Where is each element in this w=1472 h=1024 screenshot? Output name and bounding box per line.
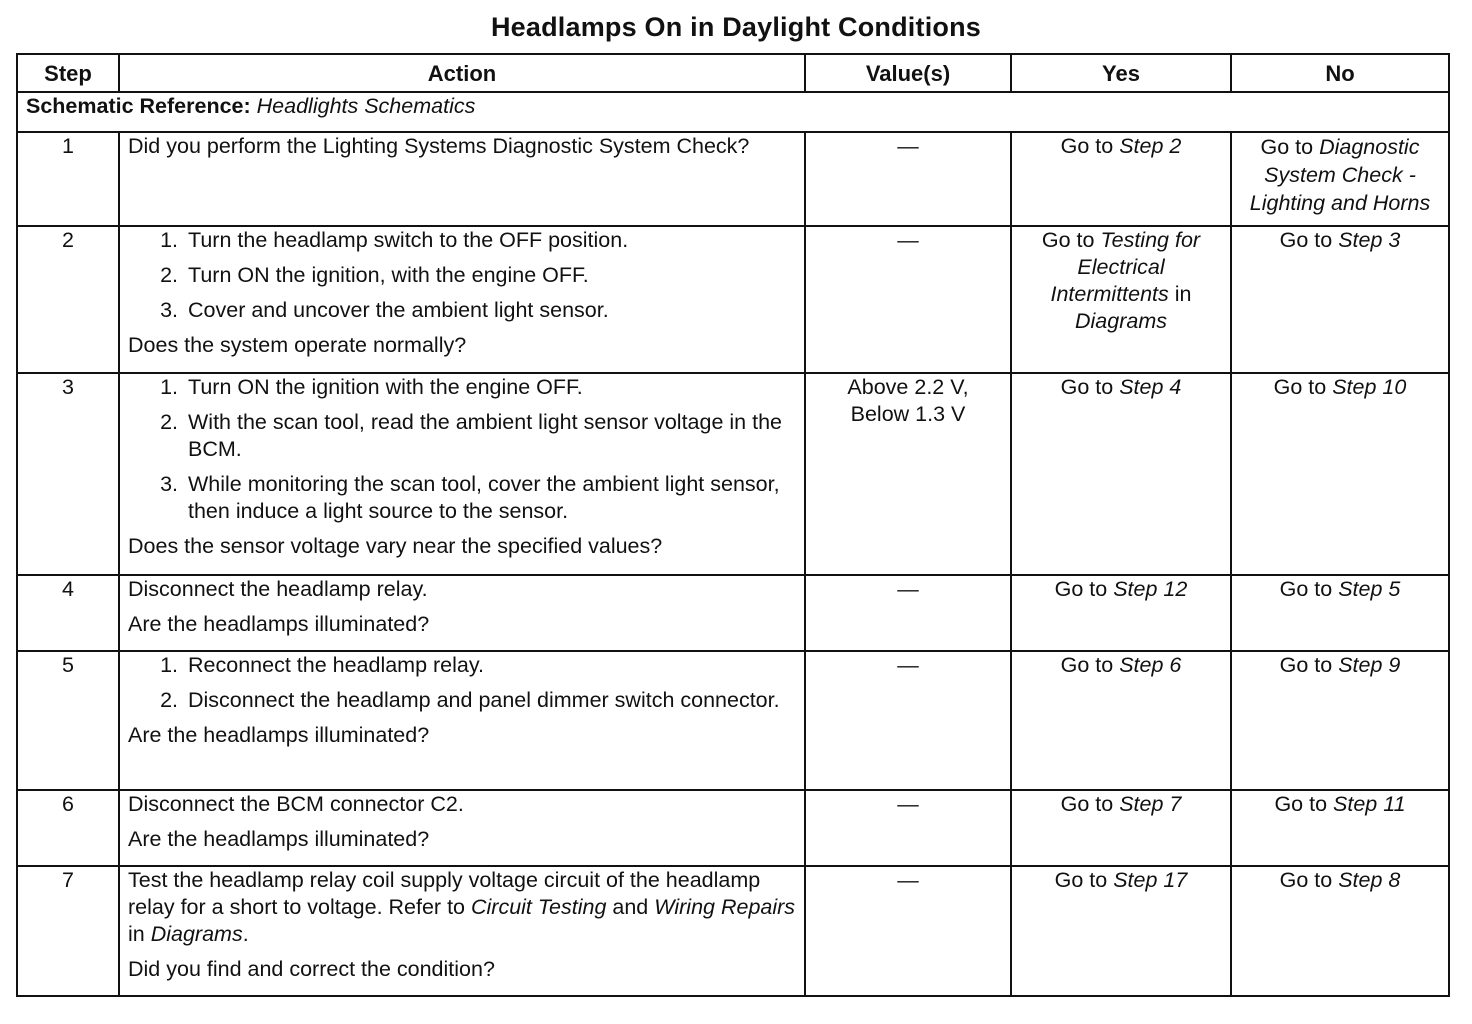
yes-prefix: Go to: [1054, 868, 1114, 892]
no-prefix: Go to: [1273, 375, 1333, 399]
no-cell: [1231, 132, 1449, 226]
action-text-part: Test the headlamp relay coil supply voltage circuit of the headlamp relay for a short to voltage. Refer to: [128, 868, 761, 919]
no-cell: [1231, 226, 1449, 373]
value-cell: —: [805, 651, 1011, 790]
header-action: Action: [119, 54, 805, 92]
action-text: Disconnect the BCM connector C2.: [128, 792, 464, 816]
yes-prefix: Go to: [1060, 134, 1120, 158]
value-cell: —: [805, 226, 1011, 373]
table-row: [17, 132, 1449, 226]
action-text: Disconnect the headlamp relay.: [128, 577, 428, 601]
value-cell: [805, 373, 1011, 575]
no-prefix: Go to: [1279, 577, 1339, 601]
action-cell: [119, 132, 805, 226]
list-item: 2. Turn ON the ignition, with the engine OFF.: [184, 262, 796, 289]
table-row: [17, 866, 1449, 996]
yes-cell: [1011, 651, 1231, 790]
step-number: 2: [17, 226, 119, 373]
list-item: 1. Turn the headlamp switch to the OFF position.: [184, 227, 796, 254]
no-cell: [1231, 651, 1449, 790]
step-number: 6: [17, 790, 119, 866]
no-cell: [1231, 790, 1449, 866]
yes-prefix: Go to: [1054, 577, 1114, 601]
action-question: Does the system operate normally?: [128, 333, 467, 357]
no-prefix: Go to: [1279, 228, 1339, 252]
value-cell: —: [805, 132, 1011, 226]
diagrams-ref: Diagrams: [150, 922, 243, 946]
no-link: Step 5: [1338, 577, 1401, 601]
no-prefix: Go to: [1279, 868, 1339, 892]
action-question: Did you find and correct the condition?: [128, 957, 495, 981]
action-steps: [128, 374, 796, 525]
list-item: 3. While monitoring the scan tool, cover the ambient light sensor, then induce a light source to the sensor.: [184, 471, 796, 525]
action-steps: [128, 227, 796, 324]
yes-cell: [1011, 226, 1231, 373]
schematic-ref: Headlights Schematics: [256, 94, 476, 118]
yes-cell: [1011, 373, 1231, 575]
action-cell: [119, 790, 805, 866]
action-cell: [119, 226, 805, 373]
header-yes: Yes: [1011, 54, 1231, 92]
no-prefix: Go to: [1279, 653, 1339, 677]
no-link: Diagnostic System Check - Lighting and Horns: [1249, 135, 1431, 215]
yes-link: Step 2: [1119, 134, 1182, 158]
list-item: 2. With the scan tool, read the ambient light sensor voltage in the BCM.: [184, 409, 796, 463]
table-row: [17, 575, 1449, 651]
no-prefix: Go to: [1274, 792, 1334, 816]
no-link: Step 11: [1333, 792, 1406, 816]
yes-mid: in: [1168, 282, 1192, 306]
step-number: 7: [17, 866, 119, 996]
step-number: 1: [17, 132, 119, 226]
table-row: [17, 373, 1449, 575]
no-cell: [1231, 373, 1449, 575]
yes-prefix: Go to: [1060, 792, 1120, 816]
list-item: 1. Reconnect the headlamp relay.: [184, 652, 796, 679]
action-text: Did you perform the Lighting Systems Diagnostic System Check?: [128, 134, 750, 158]
table-row: [17, 651, 1449, 790]
step-number: 5: [17, 651, 119, 790]
schematic-reference: [17, 92, 1449, 132]
yes-link: Step 12: [1113, 577, 1188, 601]
action-cell: [119, 373, 805, 575]
value-cell: —: [805, 866, 1011, 996]
no-cell: [1231, 866, 1449, 996]
yes-cell: [1011, 790, 1231, 866]
value-text: Above 2.2 V, Below 1.3 V: [847, 375, 969, 426]
no-link: Step 3: [1338, 228, 1401, 252]
no-link: Step 10: [1332, 375, 1407, 399]
header-values: Value(s): [805, 54, 1011, 92]
list-item: 3. Cover and uncover the ambient light sensor.: [184, 297, 796, 324]
action-steps: [128, 652, 796, 714]
action-question: Are the headlamps illuminated?: [128, 723, 430, 747]
yes-cell: [1011, 575, 1231, 651]
yes-link: Step 7: [1119, 792, 1182, 816]
action-text-part: in: [128, 922, 151, 946]
action-text-part: and: [606, 895, 655, 919]
no-link: Step 9: [1338, 653, 1401, 677]
action-cell: [119, 866, 805, 996]
no-link: Step 8: [1338, 868, 1401, 892]
action-question: Does the sensor voltage vary near the specified values?: [128, 534, 663, 558]
action-question: Are the headlamps illuminated?: [128, 612, 430, 636]
action-cell: [119, 575, 805, 651]
yes-prefix: Go to: [1041, 228, 1101, 252]
yes-link-2: Diagrams: [1075, 309, 1167, 333]
header-no: No: [1231, 54, 1449, 92]
value-cell: —: [805, 790, 1011, 866]
table-row: [17, 226, 1449, 373]
action-text-part: .: [242, 922, 249, 946]
step-number: 4: [17, 575, 119, 651]
action-text: [128, 867, 796, 948]
wiring-repairs-ref: Wiring Repairs: [654, 895, 796, 919]
yes-link: Testing for Electrical Intermittents: [1050, 228, 1201, 306]
schematic-row: [17, 92, 1449, 132]
header-row: [17, 54, 1449, 92]
value-cell: —: [805, 575, 1011, 651]
action-question: Are the headlamps illuminated?: [128, 827, 430, 851]
table-row: [17, 790, 1449, 866]
yes-cell: [1011, 866, 1231, 996]
yes-link: Step 17: [1113, 868, 1188, 892]
schematic-label: Schematic Reference:: [26, 94, 251, 118]
no-cell: [1231, 575, 1449, 651]
page-title: Headlamps On in Daylight Conditions: [490, 12, 982, 42]
list-item: 1. Turn ON the ignition with the engine OFF.: [184, 374, 796, 401]
list-item: 2. Disconnect the headlamp and panel dimmer switch connector.: [184, 687, 796, 714]
yes-link: Step 6: [1119, 653, 1182, 677]
step-number: 3: [17, 373, 119, 575]
circuit-testing-ref: Circuit Testing: [470, 895, 607, 919]
yes-cell: [1011, 132, 1231, 226]
header-step: Step: [17, 54, 119, 92]
yes-prefix: Go to: [1060, 375, 1120, 399]
diagnostic-table: [16, 53, 1450, 997]
yes-link: Step 4: [1119, 375, 1182, 399]
no-prefix: Go to: [1260, 135, 1320, 159]
yes-prefix: Go to: [1060, 653, 1120, 677]
action-cell: [119, 651, 805, 790]
